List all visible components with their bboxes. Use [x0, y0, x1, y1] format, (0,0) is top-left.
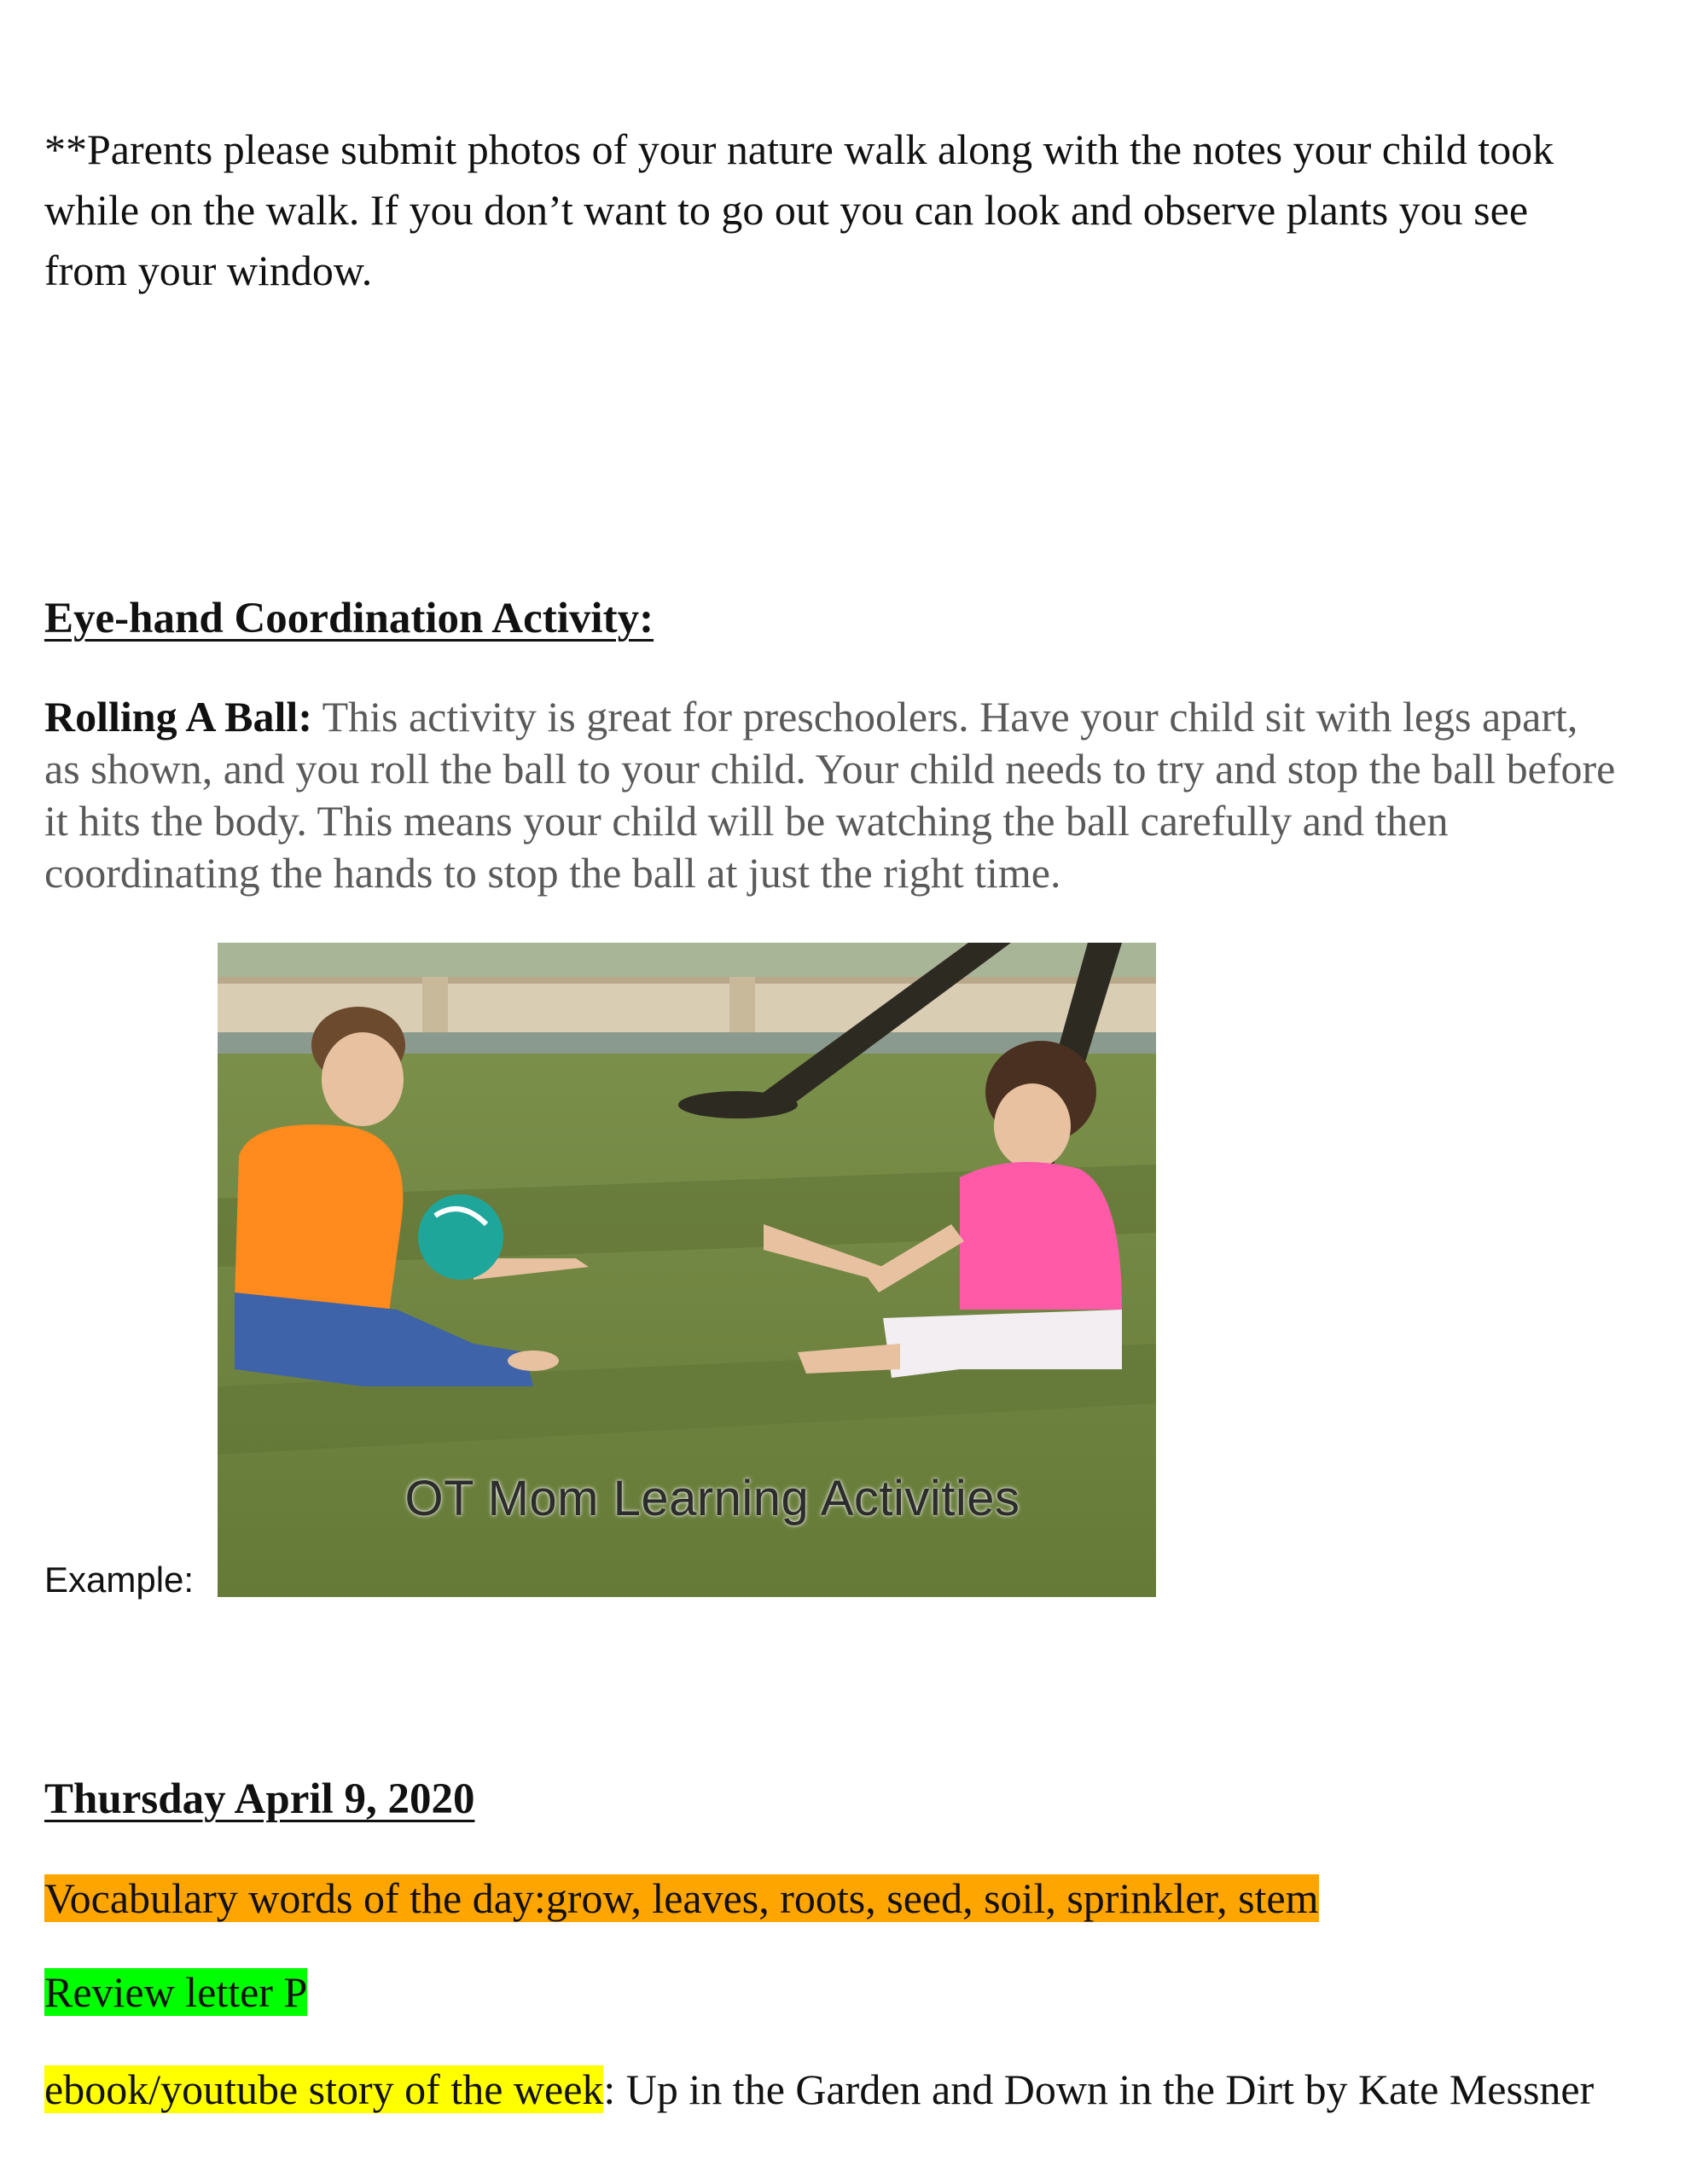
- children-rolling-ball-photo: [218, 943, 1156, 1597]
- example-label: Example:: [44, 1560, 195, 1600]
- thursday-heading: Thursday April 9, 2020: [44, 1775, 475, 1823]
- eye-hand-heading: Eye-hand Coordination Activity:: [44, 595, 654, 642]
- rolling-ball-title: Rolling A Ball:: [44, 693, 312, 741]
- intro-paragraph: **Parents please submit photos of your nature walk along with the notes your child took while on the walk. If you don’t want to go out you can look and observe plants you see from your window.: [44, 125, 1554, 294]
- review-letter-line: [44, 1967, 307, 2017]
- story-highlight: ebook/youtube story of the week: [44, 2065, 604, 2113]
- vocabulary-line: [44, 1873, 1319, 1923]
- review-letter-highlight: Review letter P: [44, 1968, 308, 2016]
- rolling-ball-paragraph: [44, 691, 1623, 899]
- story-title: : Up in the Garden and Down in the Dirt by Kate Messner: [603, 2065, 1595, 2113]
- rolling-ball-description: This activity is great for preschoolers. Have your child sit with legs apart, as shown, and you roll the ball to your child. Your child needs to try and stop the ball before it hits the body. This means your child will be watching the ball carefully and then coordinating the hands to stop the ball at just the right time.: [44, 693, 1616, 897]
- story-of-week-line: [44, 2060, 1631, 2118]
- vocabulary-highlight: Vocabulary words of the day:grow, leaves, roots, seed, soil, sprinkler, stem: [44, 1874, 1319, 1922]
- photo-watermark: OT Mom Learning Activities: [404, 1471, 1020, 1526]
